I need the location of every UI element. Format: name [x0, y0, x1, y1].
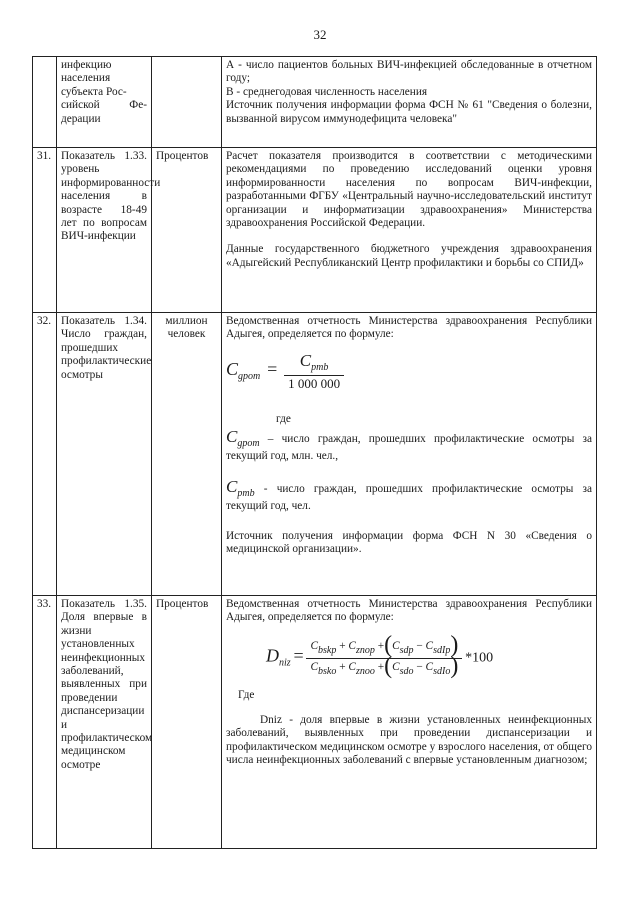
- indicator-name-line: дерации: [61, 112, 101, 125]
- indicator-name-cell: Показатель 1.34. Число граждан, прошедших профилактические осмотры: [57, 313, 152, 596]
- method-intro: Ведомственная отчетность Министерства здравоохранения Республики Адыгея, определяется по формуле:: [226, 315, 592, 341]
- method-cell: [222, 57, 597, 148]
- definition-b: В - среднегодовая численность населения: [226, 85, 428, 98]
- source-text: Источник получения информации форма ФСН N 30 «Сведения о медицинской организации».: [226, 529, 592, 556]
- formula: Dniz = Cbskp + Cznop +(Csdp − CsdIp) Cbsko + Cznoo +(Csdo − CsdIo) *100: [266, 631, 494, 680]
- row-number-cell: 33.: [33, 596, 57, 849]
- method-intro: Ведомственная отчетность Министерства здравоохранения Республики Адыгея, определяется по формуле:: [226, 598, 592, 624]
- table-row: [33, 313, 597, 596]
- indicator-name-line: субъекта Рос-: [61, 85, 127, 98]
- indicators-table: [32, 56, 597, 849]
- method-cell: [222, 313, 597, 596]
- unit-cell: Процентов: [152, 148, 222, 313]
- indicator-name-line: инфекцию: [61, 59, 112, 71]
- row-number-cell: 32.: [33, 313, 57, 596]
- source-text: Источник получения информации форма ФСН № 61 "Сведения о болезни, вызванной вирусом иммунодефицита человека": [226, 99, 592, 125]
- method-cell: [222, 596, 597, 849]
- where-label: где: [276, 412, 291, 425]
- method-cell: [222, 148, 597, 313]
- unit-cell: миллион человек: [152, 313, 222, 596]
- indicator-name-cell: [57, 57, 152, 148]
- formula: Cgpom = $\frac{\text{Cpmb}}{1 000 000}$: [226, 354, 592, 391]
- definition-gpom: Cgpom – число граждан, прошедших профилактические осмотры за текущий год, млн. чел.,: [226, 427, 592, 463]
- row-number-cell: [33, 57, 57, 148]
- unit-cell: Процентов: [152, 596, 222, 849]
- source-text: Данные государственного бюджетного учреждения здравоохранения «Адыгейский Республиканский Центр профилактики и борьбы со СПИД»: [226, 243, 592, 269]
- page-number: 32: [313, 27, 327, 42]
- indicator-name-cell: Показатель 1.35. Доля впервые в жизни установленных неинфекционных заболеваний, выявленных при проведении диспансеризации и профилактическом медицинском осмотре: [57, 596, 152, 849]
- definition-a: А - число пациентов больных ВИЧ-инфекцией обследованные в отчетном году;: [226, 59, 592, 85]
- table-row: [33, 148, 597, 313]
- definition-pmb: Cpmb - число граждан, прошедших профилактические осмотры за текущий год, чел.: [226, 476, 592, 513]
- table-row: [33, 57, 597, 148]
- method-text: Расчет показателя производится в соответствии с методическими рекомендациями по проведению исследований оценки уровня информированности населения по вопросам ВИЧ-инфекции, разработанными ФГБУ «Центральный научно-исследовательский институт организации и информатизации здравоохранения» Министерства здравоохранения Российской Федерации.: [226, 150, 592, 230]
- where-label: Где: [238, 688, 255, 701]
- unit-cell: [152, 57, 222, 148]
- definition-dniz: Dniz - доля впервые в жизни установленных неинфекционных заболеваний, выявленных при проведении диспансеризации и профилактическом медицинском осмотре у взрослого населения, от общего числа неинфекционных заболеваний с впервые установленным диагнозом;: [226, 714, 592, 767]
- table-row: [33, 596, 597, 849]
- indicator-name-line: населения: [61, 72, 111, 85]
- indicator-name-cell: Показатель 1.33. уровень информированности населения в возрасте 18-49 лет по вопросам ВИЧ-инфекции: [57, 148, 152, 313]
- indicator-name-line: сийской Фе-: [61, 99, 147, 112]
- row-number-cell: 31.: [33, 148, 57, 313]
